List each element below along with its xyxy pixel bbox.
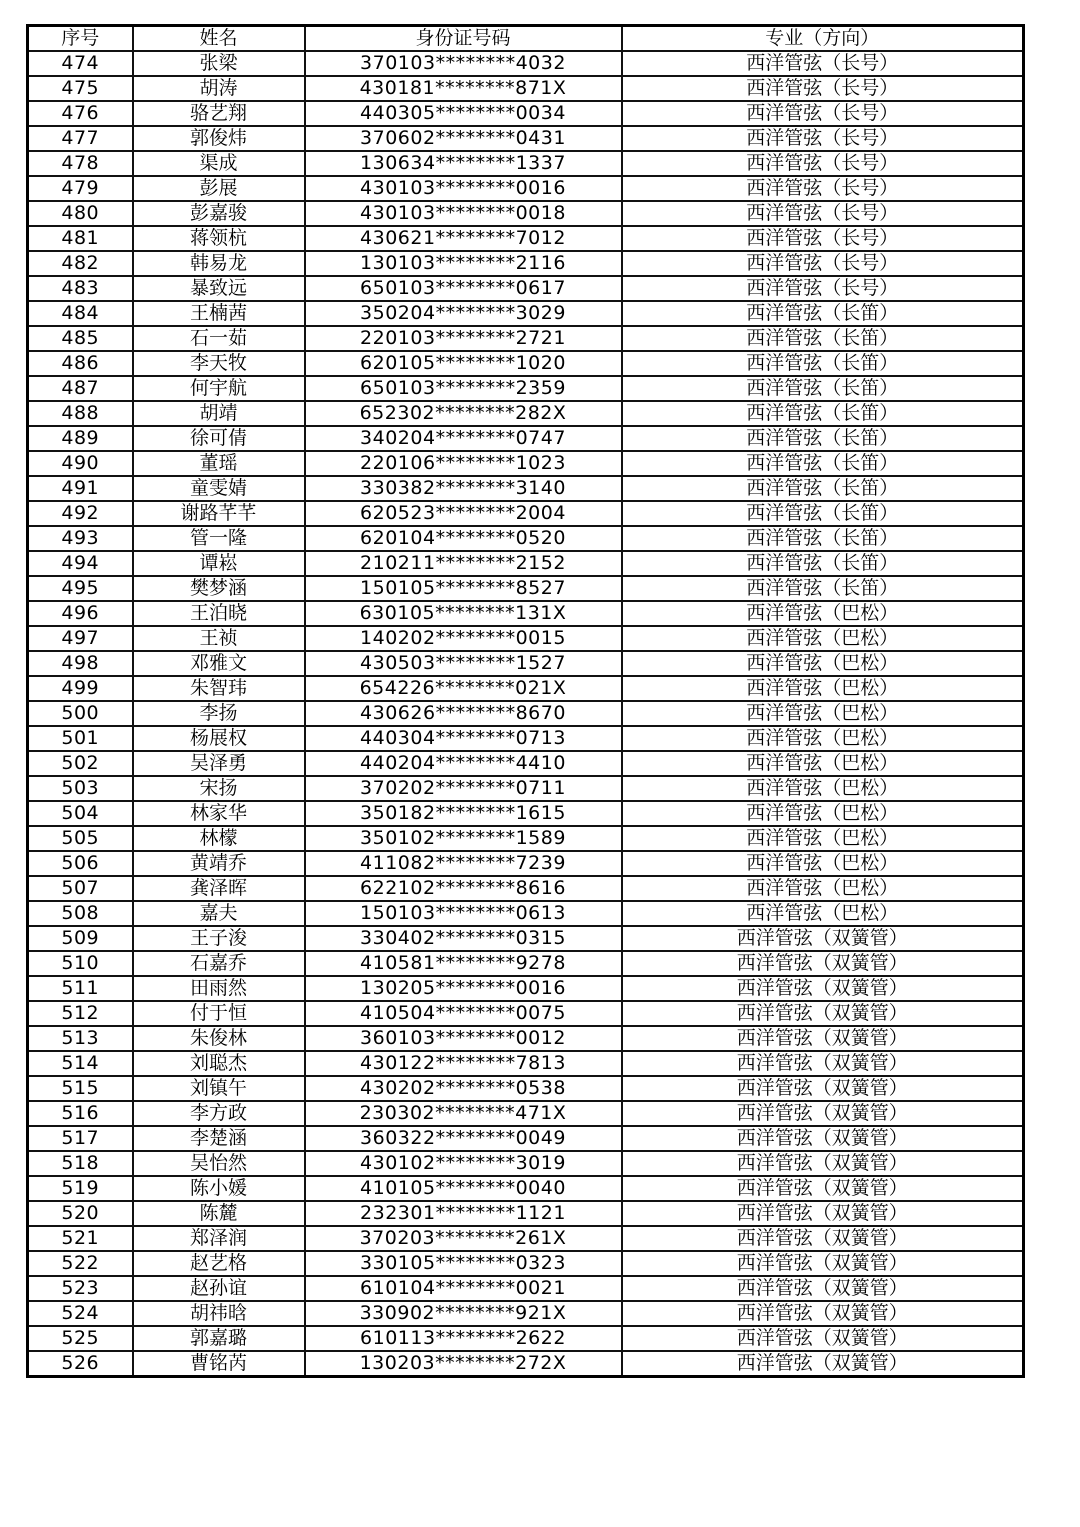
major-cell: 西洋管弦（长号） [622,76,1024,101]
name-cell: 管一隆 [133,526,305,551]
row-number-cell: 516 [28,1101,133,1126]
major-cell: 西洋管弦（长笛） [622,551,1024,576]
table-header [28,26,1024,52]
id-number-cell: 370103********4032 [305,51,622,76]
table-row [28,76,1024,101]
name-cell: 郭嘉璐 [133,1326,305,1351]
table-row [28,976,1024,1001]
major-cell: 西洋管弦（长号） [622,176,1024,201]
id-number-cell: 630105********131X [305,601,622,626]
id-number-cell: 130634********1337 [305,151,622,176]
table-row [28,926,1024,951]
table-row [28,1326,1024,1351]
table-row [28,276,1024,301]
name-cell: 郑泽润 [133,1226,305,1251]
id-number-cell: 350182********1615 [305,801,622,826]
id-number-cell: 440305********0034 [305,101,622,126]
table-row [28,1201,1024,1226]
id-number-cell: 652302********282X [305,401,622,426]
header-name: 姓名 [133,26,305,52]
name-cell: 陈麓 [133,1201,305,1226]
row-number-cell: 512 [28,1001,133,1026]
id-number-cell: 410581********9278 [305,951,622,976]
row-number-cell: 482 [28,251,133,276]
name-cell: 董瑶 [133,451,305,476]
table-row [28,826,1024,851]
header-row [28,26,1024,52]
id-number-cell: 330902********921X [305,1301,622,1326]
major-cell: 西洋管弦（长笛） [622,526,1024,551]
table-row [28,401,1024,426]
table-row [28,551,1024,576]
table-row [28,251,1024,276]
table-row [28,876,1024,901]
table-row [28,1151,1024,1176]
table-row [28,726,1024,751]
major-cell: 西洋管弦（双簧管） [622,1051,1024,1076]
table-row [28,601,1024,626]
major-cell: 西洋管弦（巴松） [622,676,1024,701]
table-row [28,651,1024,676]
table-row [28,426,1024,451]
name-cell: 蒋领杭 [133,226,305,251]
id-number-cell: 620523********2004 [305,501,622,526]
major-cell: 西洋管弦（双簧管） [622,976,1024,1001]
row-number-cell: 518 [28,1151,133,1176]
id-number-cell: 622102********8616 [305,876,622,901]
row-number-cell: 500 [28,701,133,726]
table-row [28,701,1024,726]
table-row [28,351,1024,376]
name-cell: 曹铭芮 [133,1351,305,1377]
name-cell: 胡涛 [133,76,305,101]
id-number-cell: 440204********4410 [305,751,622,776]
id-number-cell: 430103********0018 [305,201,622,226]
name-cell: 张梁 [133,51,305,76]
row-number-cell: 485 [28,326,133,351]
major-cell: 西洋管弦（巴松） [622,651,1024,676]
name-cell: 韩易龙 [133,251,305,276]
table-row [28,676,1024,701]
table-row [28,851,1024,876]
name-cell: 李扬 [133,701,305,726]
name-cell: 嘉夫 [133,901,305,926]
table-row [28,776,1024,801]
table-row [28,801,1024,826]
id-number-cell: 610104********0021 [305,1276,622,1301]
major-cell: 西洋管弦（长笛） [622,476,1024,501]
table-row [28,501,1024,526]
row-number-cell: 476 [28,101,133,126]
name-cell: 赵艺格 [133,1251,305,1276]
row-number-cell: 519 [28,1176,133,1201]
id-number-cell: 410504********0075 [305,1001,622,1026]
name-cell: 王子浚 [133,926,305,951]
id-number-cell: 620104********0520 [305,526,622,551]
row-number-cell: 499 [28,676,133,701]
id-number-cell: 370602********0431 [305,126,622,151]
name-cell: 黄靖乔 [133,851,305,876]
table-row [28,176,1024,201]
id-number-cell: 130103********2116 [305,251,622,276]
major-cell: 西洋管弦（巴松） [622,776,1024,801]
table-row [28,201,1024,226]
major-cell: 西洋管弦（长笛） [622,376,1024,401]
id-number-cell: 430626********8670 [305,701,622,726]
id-number-cell: 220106********1023 [305,451,622,476]
id-number-cell: 360103********0012 [305,1026,622,1051]
row-number-cell: 478 [28,151,133,176]
id-number-cell: 430503********1527 [305,651,622,676]
major-cell: 西洋管弦（长笛） [622,576,1024,601]
id-number-cell: 370202********0711 [305,776,622,801]
table-row [28,901,1024,926]
name-cell: 谭崧 [133,551,305,576]
name-cell: 石嘉乔 [133,951,305,976]
id-number-cell: 410105********0040 [305,1176,622,1201]
id-number-cell: 440304********0713 [305,726,622,751]
major-cell: 西洋管弦（双簧管） [622,1001,1024,1026]
id-number-cell: 140202********0015 [305,626,622,651]
table-row [28,751,1024,776]
row-number-cell: 479 [28,176,133,201]
id-number-cell: 430102********3019 [305,1151,622,1176]
major-cell: 西洋管弦（长号） [622,51,1024,76]
table-row [28,1101,1024,1126]
table-row [28,626,1024,651]
name-cell: 胡靖 [133,401,305,426]
table-row [28,226,1024,251]
name-cell: 渠成 [133,151,305,176]
id-number-cell: 150103********0613 [305,901,622,926]
table-row [28,951,1024,976]
name-cell: 林檬 [133,826,305,851]
major-cell: 西洋管弦（巴松） [622,726,1024,751]
major-cell: 西洋管弦（双簧管） [622,1351,1024,1377]
major-cell: 西洋管弦（长号） [622,151,1024,176]
major-cell: 西洋管弦（双簧管） [622,1226,1024,1251]
name-cell: 吴怡然 [133,1151,305,1176]
id-number-cell: 430103********0016 [305,176,622,201]
row-number-cell: 498 [28,651,133,676]
id-number-cell: 620105********1020 [305,351,622,376]
row-number-cell: 497 [28,626,133,651]
id-number-cell: 150105********8527 [305,576,622,601]
row-number-cell: 526 [28,1351,133,1377]
row-number-cell: 494 [28,551,133,576]
name-cell: 朱智玮 [133,676,305,701]
row-number-cell: 511 [28,976,133,1001]
major-cell: 西洋管弦（巴松） [622,601,1024,626]
table-row [28,1126,1024,1151]
id-number-cell: 130205********0016 [305,976,622,1001]
id-number-cell: 360322********0049 [305,1126,622,1151]
table-row [28,526,1024,551]
row-number-cell: 510 [28,951,133,976]
row-number-cell: 495 [28,576,133,601]
table-row [28,1001,1024,1026]
name-cell: 王泊晓 [133,601,305,626]
id-number-cell: 330382********3140 [305,476,622,501]
name-cell: 王楠茜 [133,301,305,326]
table-row [28,1351,1024,1377]
major-cell: 西洋管弦（长号） [622,201,1024,226]
row-number-cell: 508 [28,901,133,926]
candidate-roster-table [26,24,1025,1378]
header-major-direction: 专业（方向） [622,26,1024,52]
row-number-cell: 477 [28,126,133,151]
table-row [28,301,1024,326]
table-row [28,476,1024,501]
row-number-cell: 475 [28,76,133,101]
row-number-cell: 487 [28,376,133,401]
name-cell: 童雯婧 [133,476,305,501]
name-cell: 胡祎晗 [133,1301,305,1326]
table-row [28,1301,1024,1326]
major-cell: 西洋管弦（长号） [622,101,1024,126]
row-number-cell: 515 [28,1076,133,1101]
name-cell: 李天牧 [133,351,305,376]
id-number-cell: 411082********7239 [305,851,622,876]
major-cell: 西洋管弦（长笛） [622,401,1024,426]
name-cell: 龚泽晖 [133,876,305,901]
row-number-cell: 504 [28,801,133,826]
major-cell: 西洋管弦（双簧管） [622,1026,1024,1051]
id-number-cell: 430202********0538 [305,1076,622,1101]
major-cell: 西洋管弦（长笛） [622,501,1024,526]
id-number-cell: 430122********7813 [305,1051,622,1076]
id-number-cell: 350102********1589 [305,826,622,851]
name-cell: 陈小媛 [133,1176,305,1201]
id-number-cell: 370203********261X [305,1226,622,1251]
row-number-cell: 492 [28,501,133,526]
row-number-cell: 489 [28,426,133,451]
major-cell: 西洋管弦（双簧管） [622,1326,1024,1351]
row-number-cell: 517 [28,1126,133,1151]
name-cell: 何宇航 [133,376,305,401]
id-number-cell: 130203********272X [305,1351,622,1377]
major-cell: 西洋管弦（长笛） [622,326,1024,351]
row-number-cell: 480 [28,201,133,226]
document-sheet [26,24,1022,1378]
name-cell: 吴泽勇 [133,751,305,776]
major-cell: 西洋管弦（双簧管） [622,1151,1024,1176]
row-number-cell: 521 [28,1226,133,1251]
row-number-cell: 502 [28,751,133,776]
table-row [28,126,1024,151]
major-cell: 西洋管弦（双簧管） [622,926,1024,951]
major-cell: 西洋管弦（双簧管） [622,1101,1024,1126]
name-cell: 彭嘉骏 [133,201,305,226]
row-number-cell: 520 [28,1201,133,1226]
name-cell: 宋扬 [133,776,305,801]
major-cell: 西洋管弦（双簧管） [622,1251,1024,1276]
name-cell: 刘镇午 [133,1076,305,1101]
major-cell: 西洋管弦（巴松） [622,851,1024,876]
name-cell: 李楚涵 [133,1126,305,1151]
row-number-cell: 496 [28,601,133,626]
row-number-cell: 514 [28,1051,133,1076]
row-number-cell: 523 [28,1276,133,1301]
name-cell: 徐可倩 [133,426,305,451]
major-cell: 西洋管弦（双簧管） [622,1126,1024,1151]
major-cell: 西洋管弦（双簧管） [622,1201,1024,1226]
row-number-cell: 491 [28,476,133,501]
row-number-cell: 525 [28,1326,133,1351]
name-cell: 郭俊炜 [133,126,305,151]
major-cell: 西洋管弦（双簧管） [622,1176,1024,1201]
major-cell: 西洋管弦（长笛） [622,451,1024,476]
major-cell: 西洋管弦（长笛） [622,351,1024,376]
header-serial-number: 序号 [28,26,133,52]
name-cell: 朱俊林 [133,1026,305,1051]
id-number-cell: 650103********2359 [305,376,622,401]
id-number-cell: 430621********7012 [305,226,622,251]
major-cell: 西洋管弦（巴松） [622,801,1024,826]
row-number-cell: 505 [28,826,133,851]
id-number-cell: 610113********2622 [305,1326,622,1351]
name-cell: 樊梦涵 [133,576,305,601]
name-cell: 王祯 [133,626,305,651]
major-cell: 西洋管弦（巴松） [622,751,1024,776]
row-number-cell: 493 [28,526,133,551]
major-cell: 西洋管弦（巴松） [622,701,1024,726]
row-number-cell: 488 [28,401,133,426]
row-number-cell: 522 [28,1251,133,1276]
id-number-cell: 350204********3029 [305,301,622,326]
id-number-cell: 330402********0315 [305,926,622,951]
name-cell: 骆艺翔 [133,101,305,126]
table-row [28,451,1024,476]
name-cell: 杨展权 [133,726,305,751]
table-row [28,326,1024,351]
name-cell: 付于恒 [133,1001,305,1026]
table-row [28,376,1024,401]
row-number-cell: 481 [28,226,133,251]
id-number-cell: 220103********2721 [305,326,622,351]
table-row [28,1051,1024,1076]
table-row [28,101,1024,126]
major-cell: 西洋管弦（巴松） [622,626,1024,651]
name-cell: 刘聪杰 [133,1051,305,1076]
major-cell: 西洋管弦（巴松） [622,876,1024,901]
name-cell: 赵孙谊 [133,1276,305,1301]
major-cell: 西洋管弦（巴松） [622,901,1024,926]
major-cell: 西洋管弦（长笛） [622,426,1024,451]
major-cell: 西洋管弦（巴松） [622,826,1024,851]
id-number-cell: 430181********871X [305,76,622,101]
major-cell: 西洋管弦（双簧管） [622,951,1024,976]
name-cell: 彭展 [133,176,305,201]
major-cell: 西洋管弦（双簧管） [622,1076,1024,1101]
table-row [28,1026,1024,1051]
row-number-cell: 486 [28,351,133,376]
table-row [28,51,1024,76]
id-number-cell: 210211********2152 [305,551,622,576]
row-number-cell: 490 [28,451,133,476]
id-number-cell: 230302********471X [305,1101,622,1126]
name-cell: 暴致远 [133,276,305,301]
id-number-cell: 650103********0617 [305,276,622,301]
major-cell: 西洋管弦（长号） [622,126,1024,151]
row-number-cell: 509 [28,926,133,951]
row-number-cell: 483 [28,276,133,301]
id-number-cell: 654226********021X [305,676,622,701]
row-number-cell: 501 [28,726,133,751]
id-number-cell: 232301********1121 [305,1201,622,1226]
major-cell: 西洋管弦（长号） [622,276,1024,301]
table-row [28,1076,1024,1101]
name-cell: 田雨然 [133,976,305,1001]
table-row [28,1276,1024,1301]
name-cell: 谢路芊芊 [133,501,305,526]
major-cell: 西洋管弦（长号） [622,226,1024,251]
name-cell: 邓雅文 [133,651,305,676]
row-number-cell: 484 [28,301,133,326]
name-cell: 石一茹 [133,326,305,351]
table-body [28,51,1024,1377]
table-row [28,1226,1024,1251]
header-id-number: 身份证号码 [305,26,622,52]
row-number-cell: 513 [28,1026,133,1051]
name-cell: 林家华 [133,801,305,826]
id-number-cell: 330105********0323 [305,1251,622,1276]
table-row [28,1176,1024,1201]
major-cell: 西洋管弦（双簧管） [622,1276,1024,1301]
row-number-cell: 524 [28,1301,133,1326]
major-cell: 西洋管弦（双簧管） [622,1301,1024,1326]
id-number-cell: 340204********0747 [305,426,622,451]
major-cell: 西洋管弦（长笛） [622,301,1024,326]
major-cell: 西洋管弦（长号） [622,251,1024,276]
row-number-cell: 474 [28,51,133,76]
row-number-cell: 503 [28,776,133,801]
row-number-cell: 507 [28,876,133,901]
row-number-cell: 506 [28,851,133,876]
name-cell: 李方政 [133,1101,305,1126]
table-row [28,1251,1024,1276]
table-row [28,576,1024,601]
table-row [28,151,1024,176]
